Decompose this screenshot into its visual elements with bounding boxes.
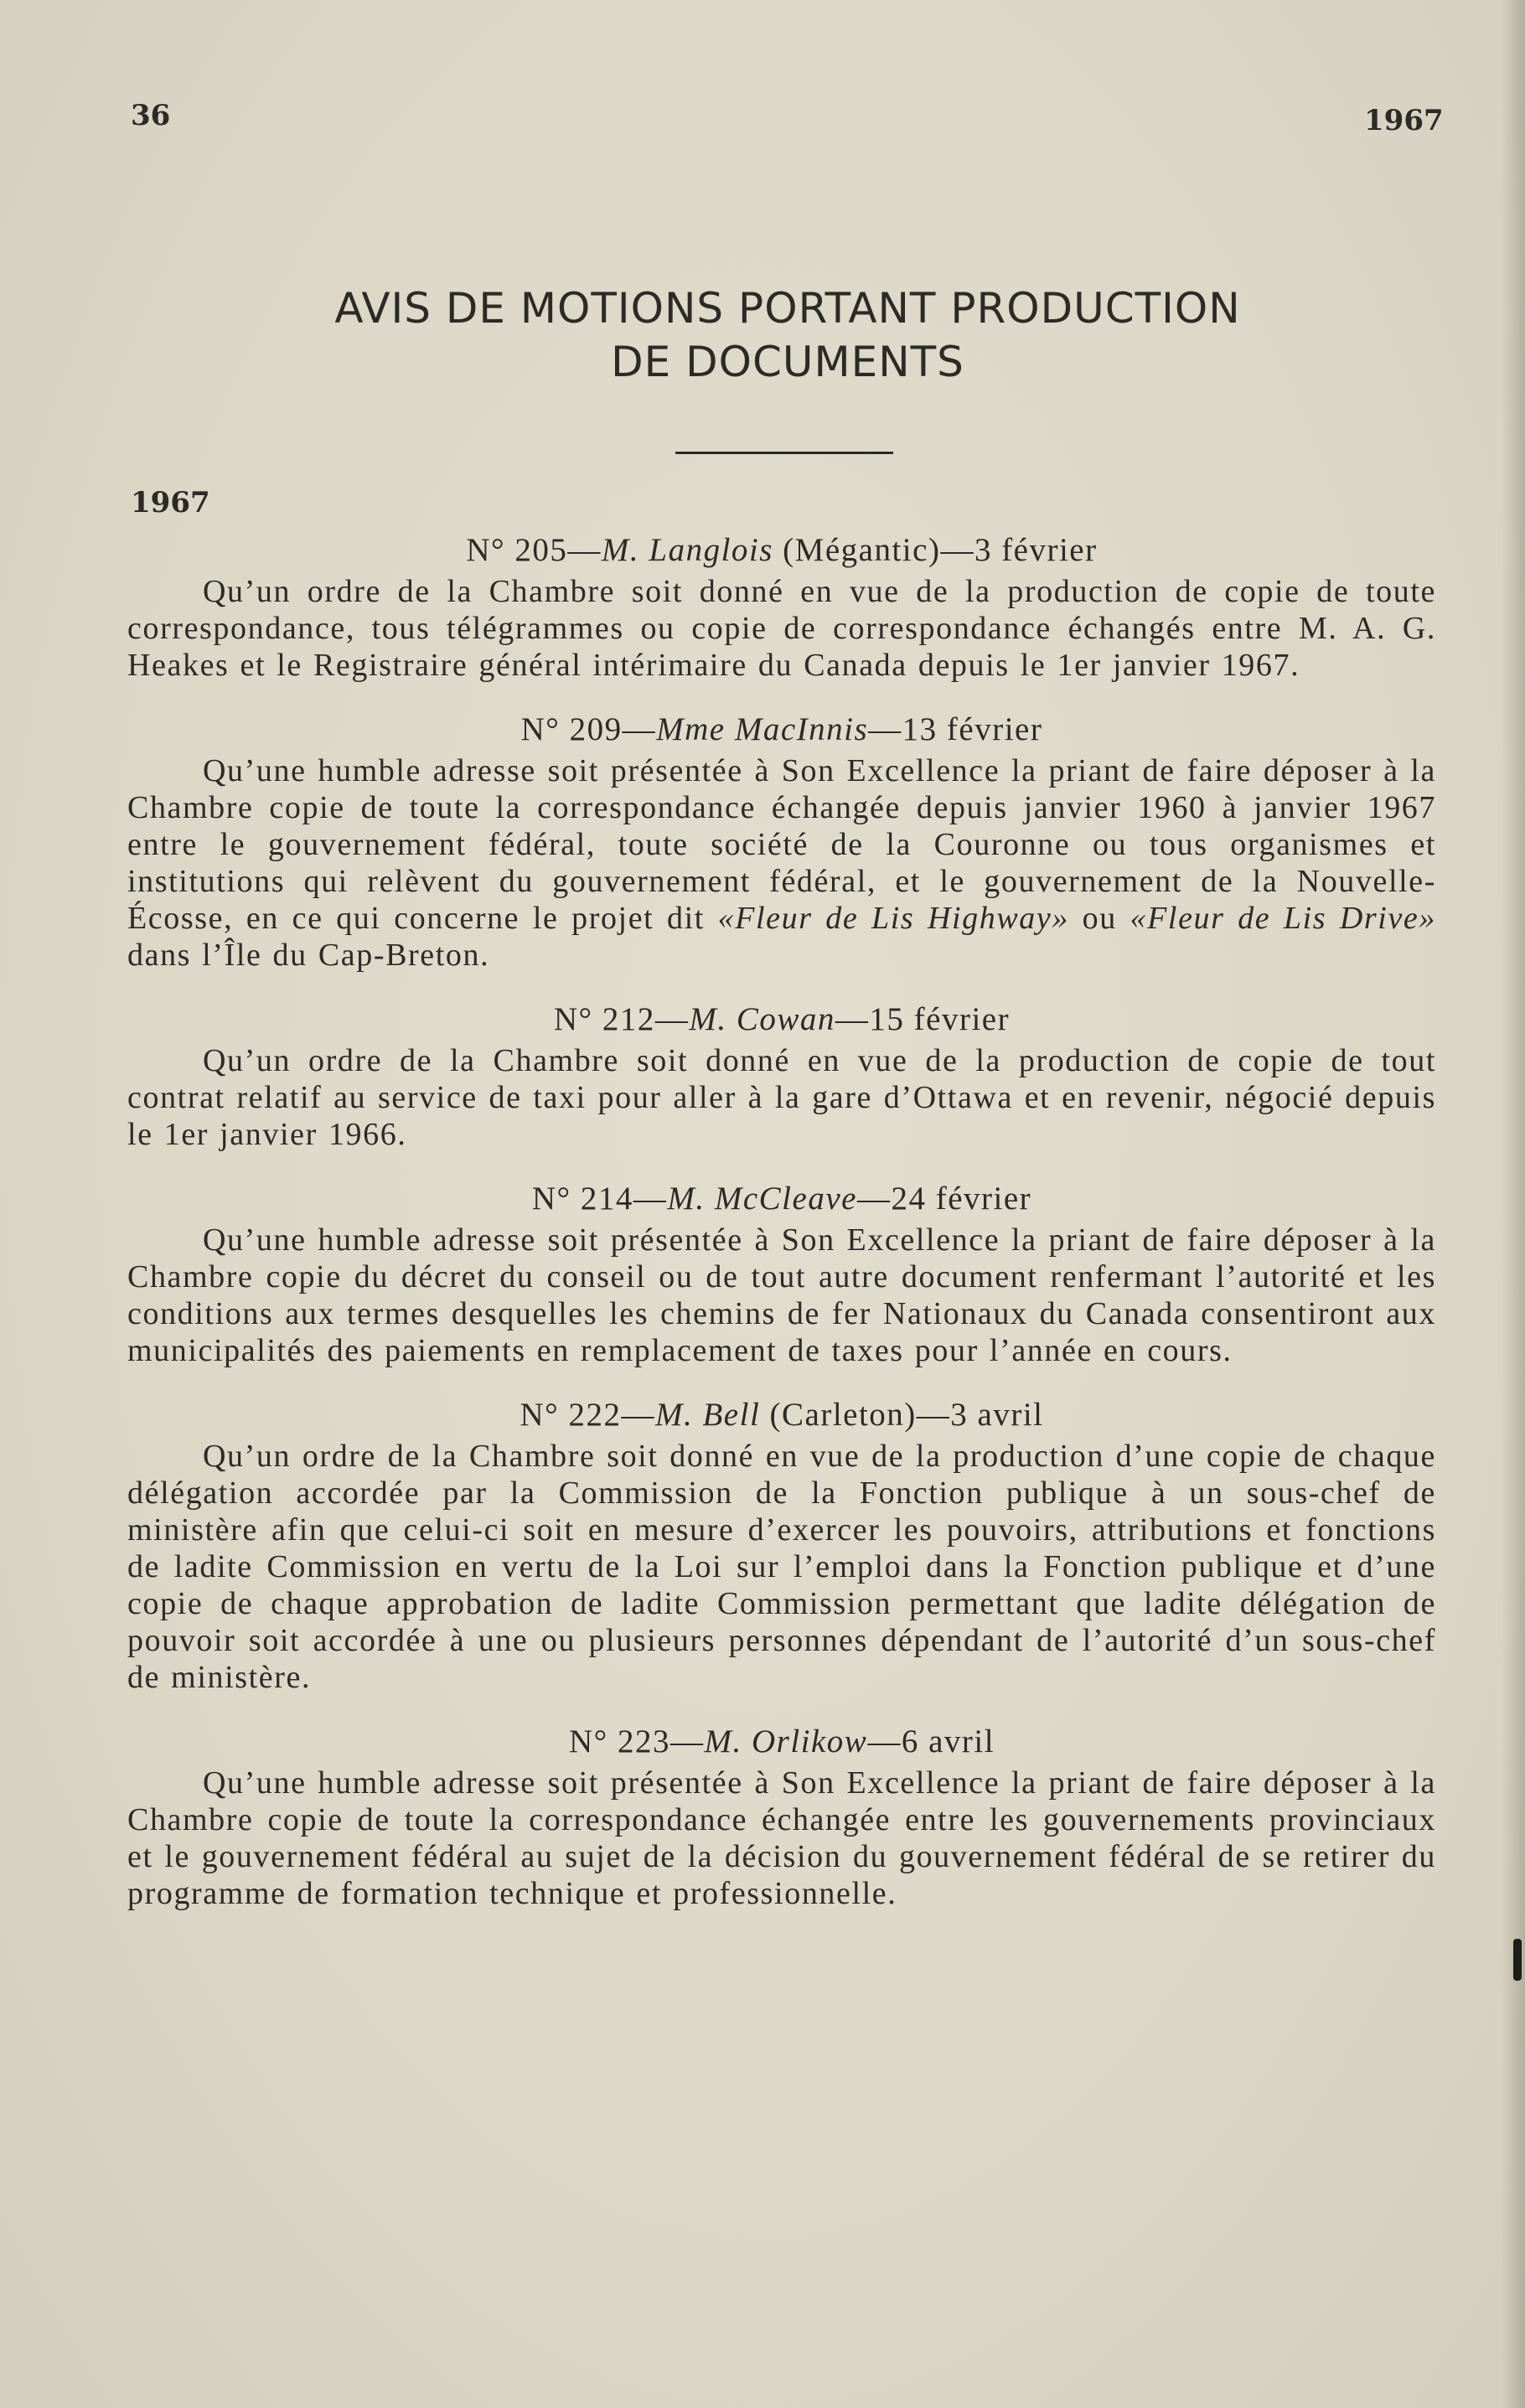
motions-list: [127, 530, 1436, 1937]
section-title: [126, 282, 1450, 389]
section-title-line-1: AVIS DE MOTIONS PORTANT PRODUCTION: [334, 284, 1241, 333]
motion-number: N° 223—: [568, 1723, 705, 1759]
margin-ink-mark: [1513, 1939, 1522, 1981]
motion-number: N° 222—: [520, 1397, 655, 1433]
motion-text: [127, 752, 1436, 974]
motion-text: Qu’une humble adresse soit présentée à Son Excellence la priant de faire déposer à la Chambre copie de toute la correspondance échangée entre les gouvernements provinciaux et le gouvernement fédéral au sujet de la décision du gouvernement fédéral de se retirer du programme de formation technique et professionnelle.: [127, 1765, 1436, 1911]
motion-date: —24 février: [856, 1181, 1032, 1217]
motion-riding: (Carleton): [760, 1397, 917, 1433]
motion-text: Qu’un ordre de la Chambre soit donné en vue de la production de copie de tout contrat relatif au service de taxi pour aller à la gare d’Ottawa et en revenir, négocié depuis le 1er janvier 1966.: [127, 1043, 1436, 1152]
motion-number: N° 212—: [553, 1001, 690, 1037]
motion-date: —6 avril: [867, 1723, 995, 1759]
motion-205: [127, 530, 1436, 684]
motion-author: M. Orlikow: [704, 1723, 868, 1759]
motion-author: Mme MacInnis: [656, 711, 869, 747]
title-divider: [675, 452, 893, 454]
motion-author: M. McCleave: [667, 1181, 857, 1217]
motion-text-italic: «Fleur de Lis Drive»: [1130, 901, 1436, 936]
motion-header: [127, 1394, 1436, 1436]
motion-214: [127, 1178, 1436, 1369]
motion-number: N° 209—: [520, 711, 657, 747]
motion-header: [127, 530, 1436, 571]
motion-text-italic: «Fleur de Lis Highway»: [717, 901, 1069, 936]
motion-223: [127, 1721, 1436, 1912]
motion-text: Qu’un ordre de la Chambre soit donné en vue de la production d’une copie de chaque délégation accordée par la Commission de la Fonction publique à un sous-chef de ministère afin que celui-ci soit en mesure d’exercer les pouvoirs, attributions et fonctions de ladite Commission en vertu de la Loi sur l’emploi dans la Fonction publique et d’une copie de chaque approbation de ladite Commission permettant que ladite délégation de pouvoir soit accordée à une ou plusieurs personnes dépendant de l’autorité d’un sous-chef de ministère.: [127, 1439, 1436, 1695]
motion-riding: (Mégantic): [773, 532, 941, 568]
motion-212: [127, 999, 1436, 1153]
motion-text-part: Qu’une humble adresse soit présentée à Son Excellence la priant de faire déposer à la Chambre copie de toute la correspondance échangée depuis janvier 1960 à janvier 1967 entre le gouvernement fédéral, toute société de la Couronne ou tous organismes et institutions qui relèvent du gouvernement fédéral, et le gouvernement de la Nouvelle-Écosse, en ce qui concerne le projet dit: [127, 753, 1436, 936]
page-year: 1967: [1364, 104, 1444, 137]
motion-date: —15 février: [835, 1001, 1011, 1037]
motion-author: M. Langlois: [601, 532, 773, 568]
section-title-line-2: DE DOCUMENTS: [611, 338, 964, 386]
motion-header: [127, 999, 1436, 1041]
page-number: 36: [131, 99, 171, 132]
motion-date: —13 février: [868, 711, 1043, 747]
section-year: 1967: [131, 486, 210, 519]
motion-text: Qu’une humble adresse soit présentée à Son Excellence la priant de faire déposer à la Chambre copie du décret du conseil ou de tout autre document renfermant l’autorité et les conditions aux termes desquelles les chemins de fer Nationaux du Canada consentiront aux municipalités des paiements en remplacement de taxes pour l’année en cours.: [127, 1222, 1436, 1368]
motion-header: [127, 1178, 1436, 1220]
motion-header: [127, 709, 1436, 751]
motion-text-part: dans l’Île du Cap-Breton.: [127, 938, 490, 973]
motion-222: [127, 1394, 1436, 1696]
motion-number: N° 214—: [531, 1181, 668, 1217]
motion-date: —3 avril: [916, 1397, 1044, 1433]
page-edge-shadow: [1502, 0, 1525, 2408]
motion-header: [127, 1721, 1436, 1763]
motion-number: N° 205—: [466, 532, 602, 568]
motion-209: [127, 709, 1436, 974]
motion-text-part: ou: [1068, 901, 1130, 936]
motion-author: M. Cowan: [689, 1001, 835, 1037]
motion-text: Qu’un ordre de la Chambre soit donné en vue de la production de copie de toute correspondance, tous télégrammes ou copie de correspondance échangés entre M. A. G. Heakes et le Registraire général intérimaire du Canada depuis le 1er janvier 1967.: [127, 574, 1436, 683]
motion-author: M. Bell: [654, 1397, 761, 1433]
motion-date: —3 février: [940, 532, 1098, 568]
